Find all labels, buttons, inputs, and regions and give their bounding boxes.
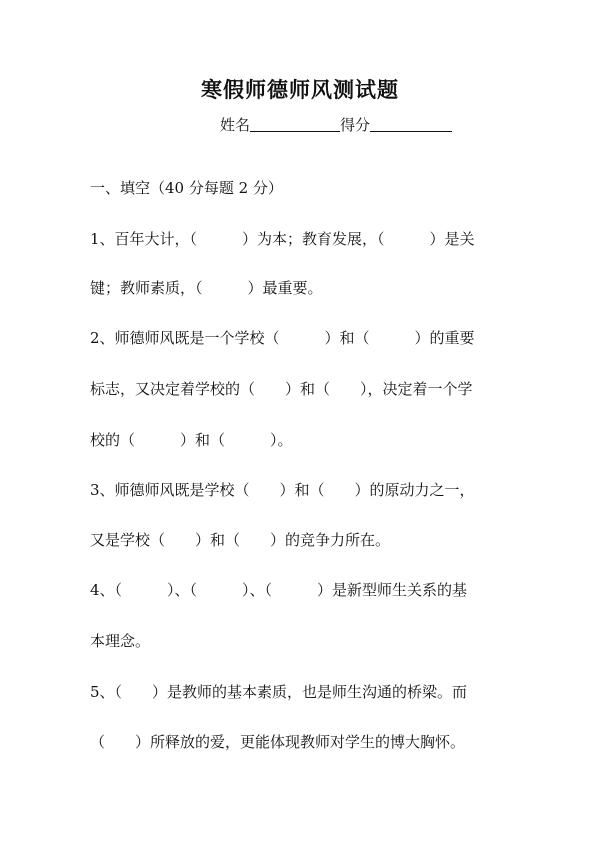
question-4-line-2: 本理念。 — [90, 632, 151, 650]
question-1-line-1: 1、百年大计，（ ）为本；教育发展，（ ）是关 — [90, 230, 475, 248]
question-4-line-1: 4、（ ）、（ ）、（ ）是新型师生关系的基 — [90, 581, 468, 599]
name-blank[interactable] — [250, 131, 340, 132]
page-title: 寒假师德师风测试题 — [201, 78, 399, 102]
question-2-line-1: 2、师德师风既是一个学校（ ）和（ ）的重要 — [90, 329, 475, 347]
question-5-line-1: 5、（ ）是教师的基本素质，也是师生沟通的桥梁。而 — [90, 683, 468, 701]
question-1-line-2: 键；教师素质，（ ）最重要。 — [90, 279, 323, 297]
question-3-line-1: 3、师德师风既是学校（ ）和（ ）的原动力之一， — [90, 481, 475, 499]
question-2-line-2: 标志，又决定着学校的（ ）和（ ），决定着一个学 — [90, 380, 473, 398]
question-3-line-2: 又是学校（ ）和（ ）的竞争力所在。 — [90, 531, 391, 549]
name-label: 姓名 — [220, 116, 251, 134]
question-2-line-3: 校的（ ）和（ ）。 — [90, 431, 293, 449]
name-score-row — [220, 114, 452, 135]
section-heading: 一、填空（40 分每题 2 分） — [90, 179, 283, 197]
score-blank[interactable] — [370, 131, 452, 132]
question-5-line-2: （ ）所释放的爱，更能体现教师对学生的博大胸怀。 — [90, 733, 466, 751]
score-label: 得分 — [340, 116, 371, 134]
